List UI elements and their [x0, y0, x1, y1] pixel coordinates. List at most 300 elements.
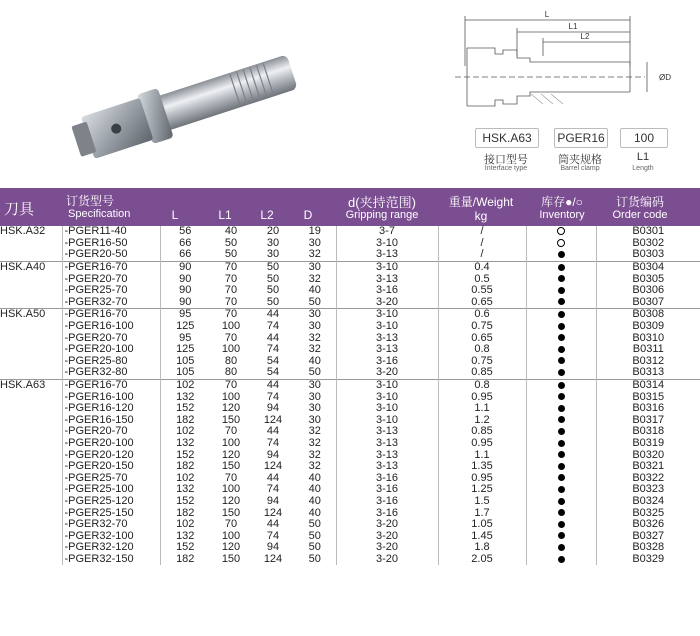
dim-d-label: ØD: [659, 73, 671, 82]
row-inventory: [526, 438, 596, 450]
row-weight: 1.05: [438, 519, 526, 531]
row-weight: 0.6: [438, 309, 526, 321]
row-weight: 1.25: [438, 484, 526, 496]
row-d: 50: [308, 296, 321, 308]
row-group-label: [0, 332, 62, 344]
row-l: 90: [160, 261, 210, 273]
row-group-label: [0, 519, 62, 531]
legend-interface-code: HSK.A63: [475, 128, 539, 148]
row-order-code: B0314: [596, 379, 700, 391]
row-order-code: B0322: [596, 472, 700, 484]
row-l1: 150: [221, 507, 241, 519]
row-inventory: [526, 261, 596, 273]
row-order-code: B0312: [596, 356, 700, 368]
row-d: 30: [308, 391, 321, 403]
table-row: [0, 309, 700, 321]
row-specification: -PGER20-70: [62, 273, 160, 285]
row-gripping-range: 3-13: [336, 449, 438, 461]
row-specification: -PGER32-150: [62, 554, 160, 566]
row-l: 152: [160, 449, 210, 461]
row-inventory: [526, 519, 596, 531]
row-specification: -PGER25-120: [62, 496, 160, 508]
row-inventory: [526, 367, 596, 379]
row-group-label: [0, 285, 62, 297]
row-l1: 100: [221, 343, 241, 356]
row-specification: -PGER20-150: [62, 461, 160, 473]
row-group-label: [0, 542, 62, 554]
row-order-code: B0325: [596, 507, 700, 519]
row-group-label: [0, 356, 62, 368]
row-weight: 1.1: [438, 449, 526, 461]
table-row: [0, 297, 700, 309]
row-d: 19: [308, 226, 321, 238]
row-inventory: [526, 472, 596, 484]
row-l: 66: [160, 238, 210, 250]
row-d: 40: [308, 355, 321, 367]
row-d: 30: [294, 309, 336, 321]
row-gripping-range: 3-13: [336, 344, 438, 356]
row-d: 50: [308, 530, 321, 542]
row-weight: 1.7: [438, 507, 526, 519]
row-weight: 0.55: [438, 285, 526, 297]
in-stock-dot-icon: [558, 405, 565, 412]
row-l1: 150: [221, 553, 241, 565]
row-gripping-range: 3-16: [336, 472, 438, 484]
in-stock-dot-icon: [558, 334, 565, 341]
row-group-label: HSK.A63: [0, 379, 62, 391]
row-order-code: B0320: [596, 449, 700, 461]
row-l2: 74: [266, 530, 280, 542]
row-gripping-range: 3-16: [336, 484, 438, 496]
table-row: [0, 496, 700, 508]
row-weight: /: [438, 249, 526, 261]
table-row: [0, 273, 700, 285]
row-order-code: B0311: [596, 344, 700, 356]
row-gripping-range: 3-16: [336, 356, 438, 368]
row-gripping-range: 3-7: [336, 226, 438, 238]
row-specification: -PGER20-70: [62, 332, 160, 344]
row-specification: -PGER16-100: [62, 391, 160, 403]
row-l1: 100: [221, 530, 241, 542]
row-d: 50: [308, 542, 321, 554]
table-row: [0, 461, 700, 473]
row-l1: 150: [221, 460, 241, 473]
row-group-label: [0, 273, 62, 285]
row-l1: 70: [224, 518, 238, 531]
in-stock-dot-icon: [558, 486, 565, 493]
row-l2: 94: [266, 402, 280, 415]
row-order-code: B0309: [596, 321, 700, 333]
row-l1: 70: [224, 273, 238, 285]
table-row: [0, 415, 700, 427]
row-l: 102: [160, 472, 210, 484]
row-l: 182: [160, 415, 210, 427]
row-l: 56: [160, 226, 210, 238]
row-specification: -PGER11-40: [62, 226, 160, 238]
table-row: [0, 261, 700, 273]
in-stock-dot-icon: [558, 416, 565, 423]
row-weight: 0.85: [438, 367, 526, 379]
row-l2: 54: [266, 367, 280, 379]
row-inventory: [526, 249, 596, 261]
table-row: [0, 238, 700, 250]
row-inventory: [526, 554, 596, 566]
header-grip-en: Gripping range: [345, 209, 419, 221]
table-row: [0, 367, 700, 379]
row-gripping-range: 3-10: [336, 238, 438, 250]
row-group-label: [0, 496, 62, 508]
row-gripping-range: 3-16: [336, 507, 438, 519]
row-l2: 44: [266, 518, 280, 531]
row-gripping-range: 3-16: [336, 496, 438, 508]
row-gripping-range: 3-20: [336, 297, 438, 309]
row-d: 30: [308, 402, 321, 415]
row-group-label: HSK.A40: [0, 261, 62, 273]
table-row: [0, 554, 700, 566]
row-order-code: B0315: [596, 391, 700, 403]
row-gripping-range: 3-10: [336, 403, 438, 415]
row-d: 30: [294, 379, 336, 391]
row-l2: 30: [266, 237, 280, 249]
row-inventory: [526, 415, 596, 427]
legend-clamp-en: Barrel clamp: [560, 165, 600, 172]
row-inventory: [526, 321, 596, 333]
in-stock-dot-icon: [558, 451, 565, 458]
row-weight: 0.95: [438, 472, 526, 484]
row-weight: 0.75: [438, 356, 526, 368]
row-group-label: [0, 472, 62, 484]
row-specification: -PGER25-100: [62, 484, 160, 496]
row-group-label: [0, 367, 62, 379]
row-d: 32: [308, 273, 321, 285]
in-stock-dot-icon: [558, 311, 565, 318]
row-l2: 74: [266, 391, 280, 403]
row-l1: 70: [224, 332, 238, 344]
header-inventory-en: Inventory: [539, 209, 585, 221]
in-stock-dot-icon: [558, 357, 565, 364]
row-specification: -PGER25-150: [62, 507, 160, 519]
row-group-label: [0, 426, 62, 438]
row-l2: 74: [266, 320, 280, 333]
dim-l1-label: L1: [568, 22, 578, 31]
row-gripping-range: 3-20: [336, 519, 438, 531]
row-d: 32: [308, 449, 321, 461]
row-d: 32: [308, 460, 321, 473]
row-gripping-range: 3-20: [336, 554, 438, 566]
row-l: 182: [160, 507, 210, 519]
row-group-label: [0, 238, 62, 250]
row-gripping-range: 3-16: [336, 285, 438, 297]
legend-interface-cn: 接口型号: [484, 154, 528, 166]
row-order-code: B0316: [596, 403, 700, 415]
header-weight-cn: 重量/Weight: [448, 195, 514, 209]
in-stock-dot-icon: [558, 369, 565, 376]
table-row: [0, 449, 700, 461]
row-group-label: [0, 344, 62, 356]
in-stock-dot-icon: [558, 346, 565, 353]
row-weight: /: [438, 238, 526, 250]
row-d: 30: [294, 261, 336, 273]
row-group-label: [0, 415, 62, 427]
row-l1: 120: [221, 495, 241, 507]
row-l2: 94: [266, 495, 280, 507]
row-specification: -PGER16-120: [62, 403, 160, 415]
in-stock-dot-icon: [558, 264, 565, 271]
row-group-label: [0, 484, 62, 496]
row-gripping-range: 3-13: [336, 438, 438, 450]
row-group-label: [0, 297, 62, 309]
row-inventory: [526, 332, 596, 344]
row-specification: -PGER20-100: [62, 438, 160, 450]
row-gripping-range: 3-10: [336, 391, 438, 403]
row-l2: 20: [266, 226, 280, 238]
row-order-code: B0313: [596, 367, 700, 379]
row-l1: 100: [221, 320, 241, 333]
table-row: [0, 438, 700, 450]
row-d: 32: [308, 426, 321, 438]
row-d: 30: [308, 320, 321, 333]
row-order-code: B0304: [596, 261, 700, 273]
row-l1: 50: [224, 249, 238, 261]
row-weight: 0.95: [438, 391, 526, 403]
row-inventory: [526, 379, 596, 391]
row-d: 50: [308, 518, 321, 531]
in-stock-dot-icon: [558, 287, 565, 294]
row-l2: 94: [266, 449, 280, 461]
row-l: 182: [160, 554, 210, 566]
row-gripping-range: 3-10: [336, 379, 438, 391]
row-l2: 94: [266, 542, 280, 554]
row-l2: 124: [263, 553, 283, 565]
row-weight: 0.75: [438, 321, 526, 333]
row-group-label: [0, 449, 62, 461]
header-spec-cn: 订货型号: [66, 194, 115, 208]
model-code-legend: [470, 128, 698, 180]
out-of-stock-circle-icon: [557, 239, 565, 247]
row-order-code: B0305: [596, 273, 700, 285]
row-l1: 120: [221, 402, 241, 415]
table-row: [0, 519, 700, 531]
table-row: [0, 403, 700, 415]
row-specification: -PGER25-80: [62, 356, 160, 368]
dim-l2-label: L2: [580, 32, 590, 41]
row-group-label: [0, 554, 62, 566]
technical-drawing: [455, 6, 695, 124]
header-code-cn: 订货编码: [615, 195, 664, 209]
header-weight-en: kg: [474, 209, 488, 223]
row-l1: 120: [221, 449, 241, 461]
row-weight: 1.5: [438, 496, 526, 508]
row-l: 125: [160, 321, 210, 333]
row-weight: 0.65: [438, 332, 526, 344]
row-l: 66: [160, 249, 210, 261]
row-d: 32: [308, 343, 321, 356]
row-l2: 44: [252, 379, 294, 391]
row-l1: 150: [221, 414, 241, 426]
row-specification: -PGER16-150: [62, 415, 160, 427]
row-l2: 44: [266, 332, 280, 344]
row-l1: 70: [224, 426, 238, 438]
row-l: 102: [160, 426, 210, 438]
row-specification: -PGER32-120: [62, 542, 160, 554]
row-l: 152: [160, 542, 210, 554]
row-order-code: B0308: [596, 309, 700, 321]
row-l2: 124: [263, 414, 283, 426]
row-group-label: [0, 438, 62, 450]
row-inventory: [526, 426, 596, 438]
row-order-code: B0323: [596, 484, 700, 496]
row-l1: 70: [224, 284, 238, 297]
row-inventory: [526, 285, 596, 297]
row-l: 132: [160, 484, 210, 496]
row-order-code: B0324: [596, 496, 700, 508]
row-d: 30: [308, 414, 321, 426]
product-table: [0, 226, 700, 565]
table-row: [0, 530, 700, 542]
row-gripping-range: 3-13: [336, 249, 438, 261]
row-weight: /: [438, 226, 526, 238]
row-specification: -PGER20-70: [62, 426, 160, 438]
header-l2: L2: [260, 208, 274, 222]
row-inventory: [526, 403, 596, 415]
row-l: 90: [160, 273, 210, 285]
row-group-label: HSK.A32: [0, 226, 46, 238]
row-weight: 0.8: [438, 344, 526, 356]
table-row: [0, 344, 700, 356]
row-d: 32: [308, 249, 321, 261]
table-row: [0, 426, 700, 438]
in-stock-dot-icon: [558, 556, 565, 563]
row-gripping-range: 3-20: [336, 530, 438, 542]
row-gripping-range: 3-20: [336, 367, 438, 379]
row-order-code: B0328: [596, 542, 700, 554]
row-l1: 120: [221, 542, 241, 554]
row-l: 105: [160, 356, 210, 368]
in-stock-dot-icon: [558, 474, 565, 481]
row-gripping-range: 3-10: [336, 321, 438, 333]
row-d: 40: [308, 484, 321, 496]
row-weight: 0.95: [438, 438, 526, 450]
row-inventory: [526, 238, 596, 250]
legend-clamp-code: PGER16: [554, 128, 608, 148]
row-inventory: [526, 449, 596, 461]
row-d: 50: [308, 367, 321, 379]
row-l: 132: [160, 391, 210, 403]
row-inventory: [526, 309, 596, 321]
row-group-label: [0, 507, 62, 519]
row-order-code: B0327: [596, 530, 700, 542]
row-specification: -PGER16-70: [62, 379, 160, 391]
row-l2: 124: [263, 460, 283, 473]
row-gripping-range: 3-13: [336, 273, 438, 285]
legend-length-en: Length: [632, 165, 654, 172]
row-group-label: [0, 461, 62, 473]
row-l1: 70: [224, 472, 238, 484]
table-row: [0, 542, 700, 554]
row-inventory: [526, 461, 596, 473]
row-order-code: B0317: [596, 415, 700, 427]
row-inventory: [526, 507, 596, 519]
row-specification: -PGER16-70: [62, 309, 160, 321]
row-d: 40: [308, 284, 321, 297]
row-specification: -PGER16-70: [62, 261, 160, 273]
in-stock-dot-icon: [558, 428, 565, 435]
row-weight: 2.05: [438, 554, 526, 566]
row-l: 105: [160, 367, 210, 379]
row-inventory: [526, 273, 596, 285]
row-l1: 100: [221, 437, 241, 449]
in-stock-dot-icon: [558, 440, 565, 447]
row-l1: 70: [210, 379, 252, 391]
row-inventory: [526, 542, 596, 554]
in-stock-dot-icon: [558, 298, 565, 305]
table-row: [0, 356, 700, 368]
legend-length-code: 100: [620, 128, 668, 148]
row-weight: 1.45: [438, 530, 526, 542]
row-l2: 50: [266, 273, 280, 285]
row-group-label: [0, 530, 62, 542]
table-row: [0, 507, 700, 519]
row-l: 132: [160, 438, 210, 450]
table-header: [0, 188, 700, 226]
row-gripping-range: 3-10: [336, 309, 438, 321]
row-inventory: [526, 496, 596, 508]
row-specification: -PGER32-80: [62, 367, 160, 379]
header-l1: L1: [218, 208, 232, 222]
row-group-label: [0, 403, 62, 415]
out-of-stock-circle-icon: [557, 227, 565, 235]
row-weight: 0.85: [438, 426, 526, 438]
row-d: 40: [308, 472, 321, 484]
legend-length-cn: L1: [636, 151, 650, 163]
row-inventory: [526, 484, 596, 496]
row-specification: -PGER32-70: [62, 519, 160, 531]
in-stock-dot-icon: [558, 521, 565, 528]
row-l2: 74: [266, 484, 280, 496]
in-stock-dot-icon: [558, 509, 565, 516]
row-order-code: B0301: [596, 226, 700, 238]
row-gripping-range: 3-10: [336, 415, 438, 427]
header-d: D: [303, 208, 313, 222]
row-l2: 50: [252, 261, 294, 273]
row-l1: 100: [221, 391, 241, 403]
row-l: 152: [160, 403, 210, 415]
table-row: [0, 332, 700, 344]
row-group-label: [0, 391, 62, 403]
row-weight: 1.35: [438, 461, 526, 473]
table-row: [0, 391, 700, 403]
row-weight: 0.8: [438, 379, 526, 391]
row-order-code: B0321: [596, 461, 700, 473]
row-inventory: [526, 530, 596, 542]
row-gripping-range: 3-13: [336, 426, 438, 438]
table-row: [0, 321, 700, 333]
row-order-code: B0303: [596, 249, 700, 261]
header-l: L: [171, 208, 179, 222]
row-d: 50: [308, 553, 321, 565]
legend-interface-en: Interface type: [484, 165, 528, 172]
row-l1: 70: [210, 309, 252, 321]
table-row: [0, 379, 700, 391]
row-d: 40: [308, 495, 321, 507]
table-row: [0, 249, 700, 261]
row-d: 30: [308, 237, 321, 249]
legend-clamp-cn: 筒夹规格: [558, 154, 602, 166]
in-stock-dot-icon: [558, 393, 565, 400]
row-gripping-range: 3-10: [336, 261, 438, 273]
row-specification: -PGER25-70: [62, 285, 160, 297]
table-row: [0, 226, 700, 238]
